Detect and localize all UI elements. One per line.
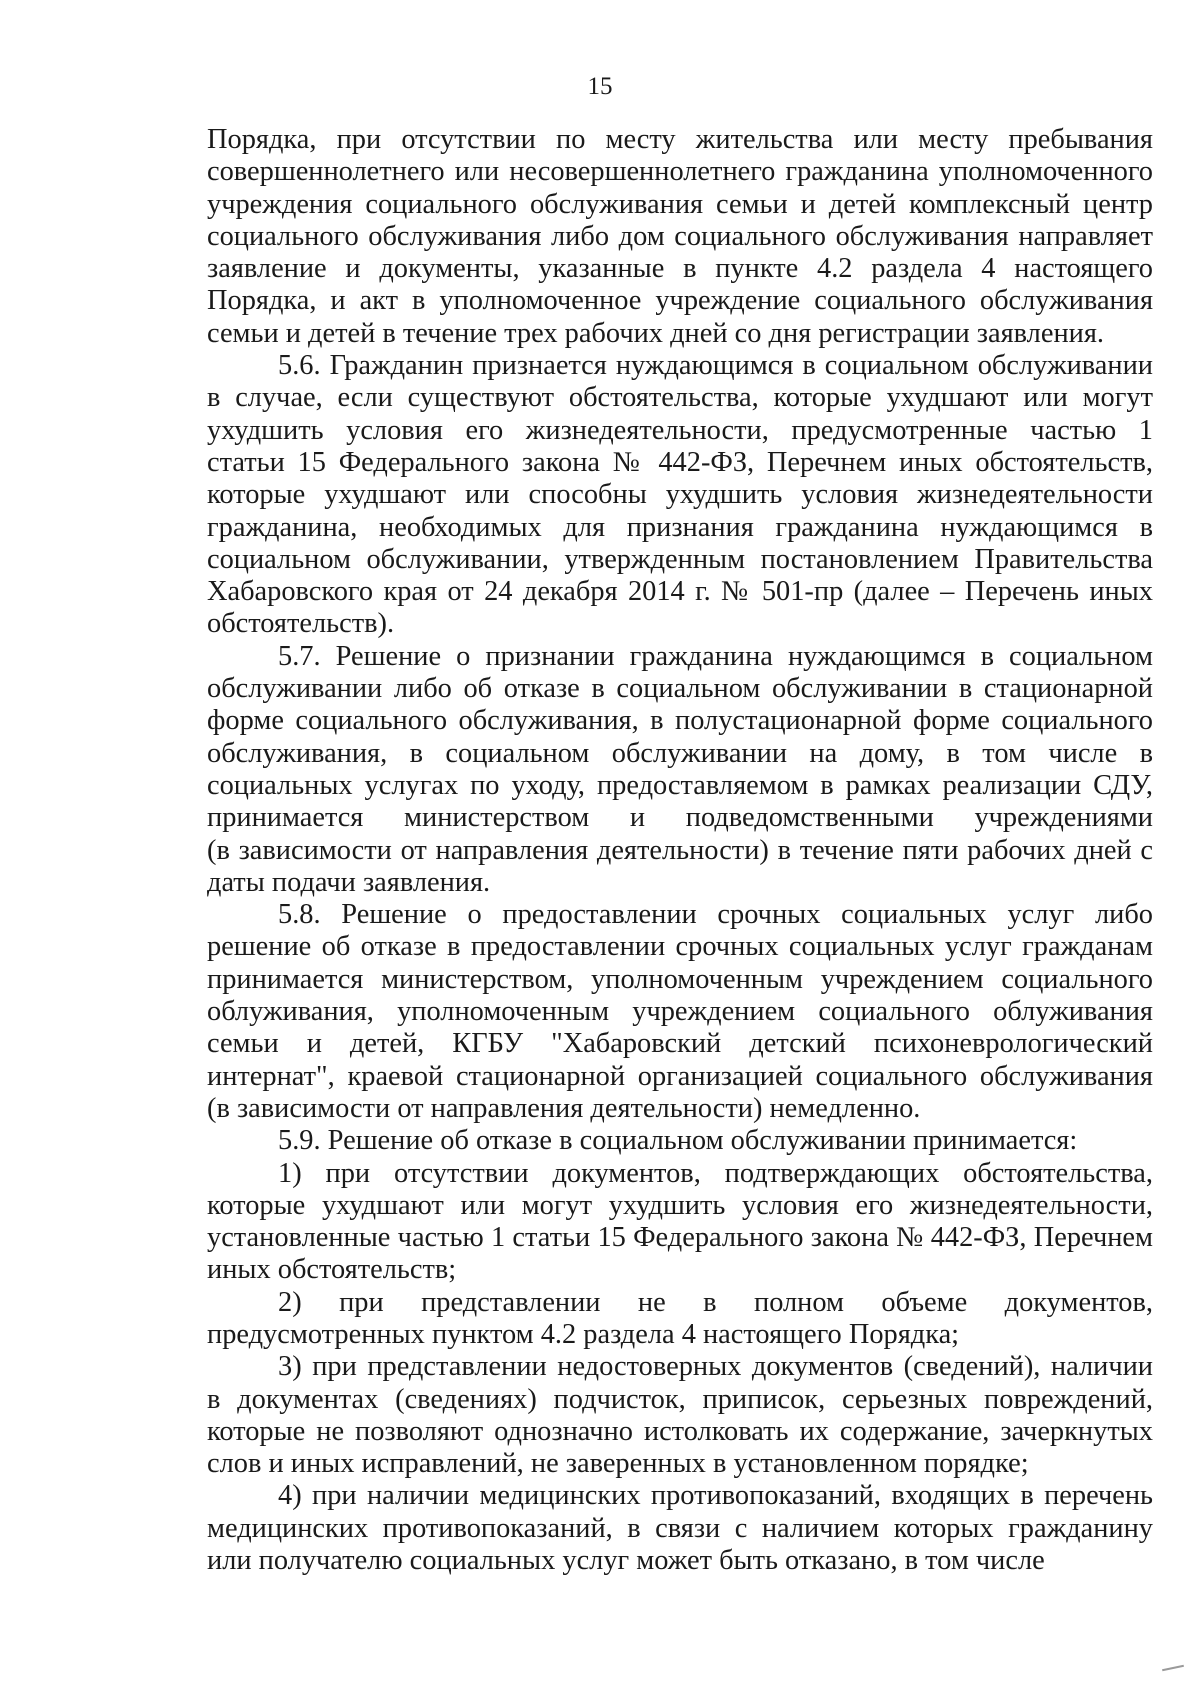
paragraph <box>207 1287 1153 1352</box>
paragraph <box>207 641 1153 899</box>
text-line: обслуживании либо об отказе в социальном обслуживании в стационарной <box>207 673 1153 705</box>
text-line: обстоятельств). <box>207 608 395 640</box>
document-body <box>207 124 1153 1577</box>
page-number: 15 <box>587 73 613 100</box>
text-line: форме социального обслуживания, в полустационарной форме социального <box>207 705 1153 737</box>
text-line: установленные частью 1 статьи 15 Федерального закона № 442-ФЗ, Перечнем <box>207 1222 1153 1254</box>
text-line: ухудшить условия его жизнедеятельности, предусмотренные частью 1 <box>207 414 1153 446</box>
text-line: социального обслуживания либо дом социального обслуживания направляет <box>207 220 1153 252</box>
text-line: социальных услугах по уходу, предоставляемом в рамках реализации СДУ, <box>207 769 1153 801</box>
text-line: 5.6. Гражданин признается нуждающимся в социальном обслуживании <box>278 350 1153 382</box>
text-line: предусмотренных пунктом 4.2 раздела 4 настоящего Порядка; <box>207 1318 960 1350</box>
text-line: семьи и детей, КГБУ "Хабаровский детский психоневрологический <box>207 1028 1153 1060</box>
text-line: Хабаровского края от 24 декабря 2014 г. № 501-пр (далее – Перечень иных <box>207 576 1153 608</box>
text-line: статьи 15 Федерального закона № 442-ФЗ, Перечнем иных обстоятельств, <box>207 446 1153 478</box>
text-line: Порядка, при отсутствии по месту жительства или месту пребывания <box>207 124 1153 155</box>
text-line: которые не позволяют однозначно истолковать их содержание, зачеркнутых <box>207 1415 1153 1447</box>
text-line: слов и иных исправлений, не заверенных в установленном порядке; <box>207 1448 1029 1480</box>
text-line: решение об отказе в предоставлении срочных социальных услуг гражданам <box>207 931 1153 963</box>
scan-artifact <box>1162 1665 1184 1672</box>
text-line: иных обстоятельств; <box>207 1254 457 1286</box>
text-line: медицинских противопоказаний, в связи с наличием которых гражданину <box>207 1512 1153 1544</box>
text-line: 5.8. Решение о предоставлении срочных социальных услуг либо <box>278 899 1153 931</box>
paragraph <box>207 1125 1153 1157</box>
text-line: принимается министерством и подведомственными учреждениями <box>207 802 1153 834</box>
text-line: заявление и документы, указанные в пункте 4.2 раздела 4 настоящего <box>207 253 1153 285</box>
text-line: облуживания, уполномоченным учреждением социального облуживания <box>207 996 1153 1028</box>
text-line: семьи и детей в течение трех рабочих дней со дня регистрации заявления. <box>207 317 1104 349</box>
text-line: 2) при представлении не в полном объеме документов, <box>278 1286 1153 1318</box>
paragraph <box>207 1480 1153 1577</box>
text-line: принимается министерством, уполномоченным учреждением социального <box>207 963 1153 995</box>
text-line: (в зависимости от направления деятельности) в течение пяти рабочих дней с <box>207 834 1153 866</box>
text-line: учреждения социального обслуживания семьи и детей комплексный центр <box>207 188 1153 220</box>
paragraph <box>207 1351 1153 1480</box>
text-line: 4) при наличии медицинских противопоказаний, входящих в перечень <box>278 1480 1153 1512</box>
text-line: 3) при представлении недостоверных документов (сведений), наличии <box>278 1351 1153 1383</box>
text-line: социальном обслуживании, утвержденным постановлением Правительства <box>207 543 1153 575</box>
text-line: в случае, если существуют обстоятельства, которые ухудшают или могут <box>207 382 1153 414</box>
text-line: которые ухудшают или могут ухудшить условия его жизнедеятельности, <box>207 1189 1153 1221</box>
text-line: обслуживания, в социальном обслуживании на дому, в том числе в <box>207 737 1153 769</box>
text-line: совершеннолетнего или несовершеннолетнего гражданина уполномоченного <box>207 156 1153 188</box>
text-line: в документах (сведениях) подчисток, приписок, серьезных повреждений, <box>207 1383 1153 1415</box>
text-line: 5.9. Решение об отказе в социальном обслуживании принимается: <box>278 1125 1078 1157</box>
text-line: которые ухудшают или способны ухудшить условия жизнедеятельности <box>207 479 1153 511</box>
text-line: 1) при отсутствии документов, подтверждающих обстоятельства, <box>278 1157 1153 1189</box>
text-line: 5.7. Решение о признании гражданина нуждающимся в социальном <box>278 640 1153 672</box>
text-line: или получателю социальных услуг может быть отказано, в том числе <box>207 1545 1045 1577</box>
text-line: (в зависимости от направления деятельности) немедленно. <box>207 1092 921 1124</box>
paragraph <box>207 899 1153 1125</box>
paragraph <box>207 350 1153 641</box>
paragraph <box>207 1158 1153 1287</box>
text-line: интернат", краевой стационарной организацией социального обслуживания <box>207 1060 1153 1092</box>
paragraph <box>207 124 1153 350</box>
text-line: даты подачи заявления. <box>207 866 491 898</box>
text-line: гражданина, необходимых для признания гражданина нуждающимся в <box>207 511 1153 543</box>
text-line: Порядка, и акт в уполномоченное учреждение социального обслуживания <box>207 285 1153 317</box>
